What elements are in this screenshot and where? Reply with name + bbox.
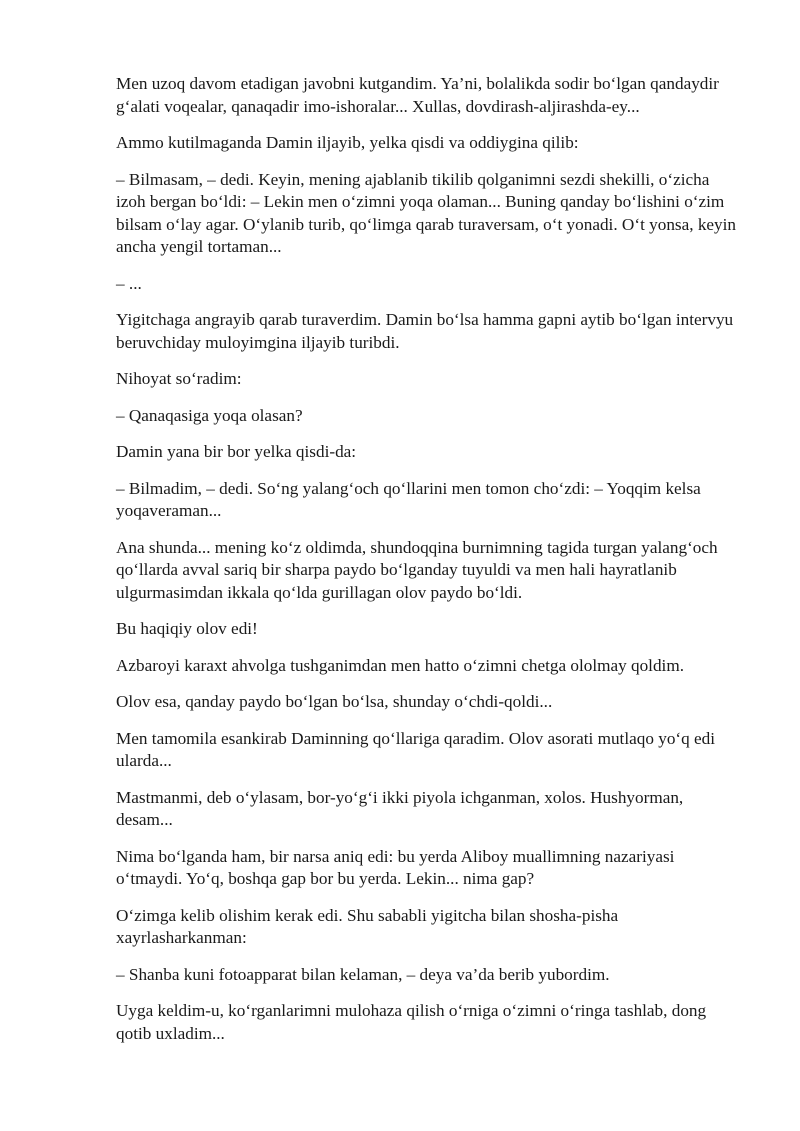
paragraph: Yigitchaga angrayib qarab turaverdim. Damin bo‘lsa hamma gapni aytib bo‘lgan intervyu beruvchiday muloyimgina iljayib turibdi. <box>116 310 734 352</box>
paragraph: Nihoyat so‘radim: <box>116 369 242 388</box>
paragraph: Azbaroyi karaxt ahvolga tushganimdan men hatto o‘zimni chetga ololmay qoldim. <box>116 655 684 675</box>
paragraph: – Bilmadim, – dedi. So‘ng yalang‘och qo‘llarini men tomon cho‘zdi: – Yoqqim kelsa yoqaveraman... <box>116 478 701 520</box>
paragraph: Mastmanmi, deb o‘ylasam, bor-yo‘g‘i ikki piyola ichganman, xolos. Hushyorman, desam... <box>116 787 684 829</box>
paragraph: – ... <box>116 273 142 293</box>
paragraph: Nima bo‘lganda ham, bir narsa aniq edi: bu yerda Aliboy muallimning nazariyasi o‘tmaydi. Yo‘q, boshqa gap bor bu yerda. Lekin... nima gap? <box>116 846 675 888</box>
paragraph: – Shanba kuni fotoapparat bilan kelaman, – deya va’da berib yubordim. <box>116 964 610 984</box>
paragraph: Men tamomila esankirab Daminning qo‘llariga qaradim. Olov asorati mutlaqo yo‘q edi ularda... <box>116 728 716 770</box>
paragraph: Bu haqiqiy olov edi! <box>116 619 258 638</box>
paragraph: Ana shunda... mening ko‘z oldimda, shundoqqina burnimning tagida turgan yalang‘och qo‘llarda avval sariq bir sharpa paydo bo‘lganday tuyuldi va men hali hayratlanib ulgurmasimdan ikkala qo‘lda gurillagan olov paydo bo‘ldi. <box>116 537 718 602</box>
paragraph: Ammo kutilmaganda Damin iljayib, yelka qisdi va oddiygina qilib: <box>116 133 579 152</box>
paragraph: – Qanaqasiga yoqa olasan? <box>116 405 303 425</box>
paragraph: Men uzoq davom etadigan javobni kutgandim. Ya’ni, bolalikda sodir bo‘lgan qandaydir g‘alati voqealar, qanaqadir imo-ishoralar... Xullas, dovdirash-aljirashda-ey... <box>116 74 719 116</box>
paragraph: Olov esa, qanday paydo bo‘lgan bo‘lsa, shunday o‘chdi-qoldi... <box>116 692 553 711</box>
paragraph: – Bilmasam, – dedi. Keyin, mening ajablanib tikilib qolganimni sezdi shekilli, o‘zicha izoh bergan bo‘ldi: – Lekin men o‘zimni yoqa olaman... Buning qanday bo‘lishini o‘zim bilsam o‘lay agar. O‘ylanib turib, qo‘limga qarab turaversam, o‘t yonadi. O‘t yonsa, keyin ancha yengil tortaman... <box>116 169 737 256</box>
paragraph: Uyga keldim-u, ko‘rganlarimni mulohaza qilish o‘rniga o‘zimni o‘ringa tashlab, dong qotib uxladim... <box>116 1001 707 1043</box>
paragraph: O‘zimga kelib olishim kerak edi. Shu sababli yigitcha bilan shosha-pisha xayrlasharkanman: <box>116 905 619 947</box>
paragraph: Damin yana bir bor yelka qisdi-da: <box>116 442 357 461</box>
